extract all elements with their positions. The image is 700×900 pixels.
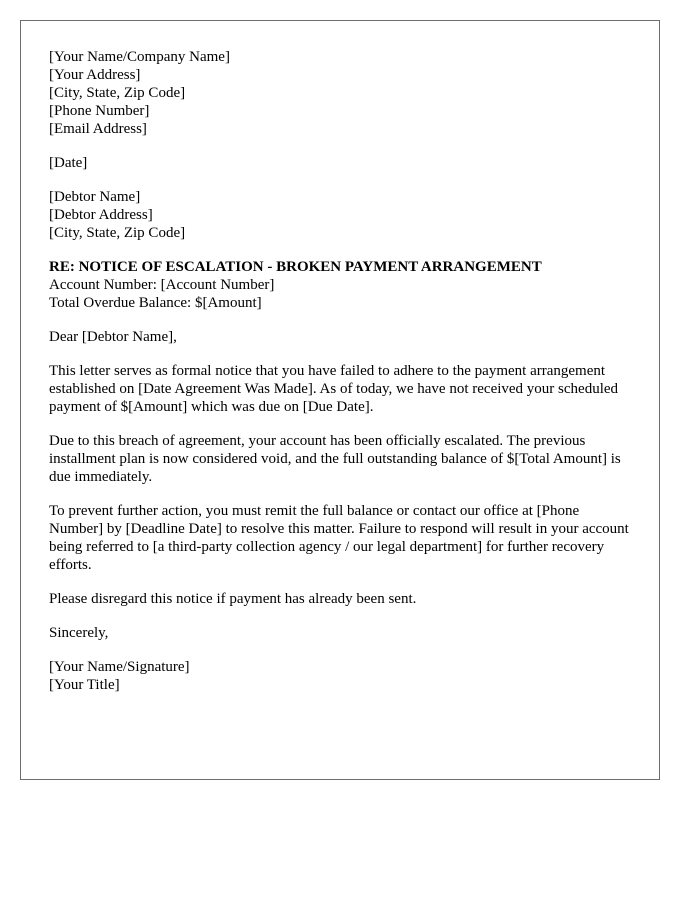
letter-date: [Date] [49, 155, 88, 171]
salutation-block [49, 328, 629, 346]
subject-heading: RE: NOTICE OF ESCALATION - BROKEN PAYMENT ARRANGEMENT [49, 259, 542, 275]
overdue-balance: Total Overdue Balance: $[Amount] [49, 295, 262, 311]
signature-block [49, 658, 629, 694]
closing: Sincerely, [49, 625, 109, 641]
signature-title: [Your Title] [49, 677, 120, 693]
closing-block [49, 624, 629, 642]
body-paragraph-4: Please disregard this notice if payment has already been sent. [49, 591, 417, 607]
sender-block [49, 48, 629, 138]
body-paragraph-3: To prevent further action, you must remit the full balance or contact our office at [Phone Number] by [Deadline Date] to resolve this matter. Failure to respond will result in your account being referred to [a third-party collection agency / our legal department] for further recovery efforts. [49, 503, 629, 573]
sender-city-state-zip: [City, State, Zip Code] [49, 85, 186, 101]
recipient-name: [Debtor Name] [49, 189, 141, 205]
body-paragraph-2: Due to this breach of agreement, your account has been officially escalated. The previous installment plan is now considered void, and the full outstanding balance of $[Total Amount] is due immediately. [49, 433, 621, 485]
sender-address: [Your Address] [49, 67, 141, 83]
sender-name: [Your Name/Company Name] [49, 49, 230, 65]
sender-email: [Email Address] [49, 121, 147, 137]
recipient-city-state-zip: [City, State, Zip Code] [49, 225, 186, 241]
letter-body [49, 48, 629, 710]
salutation: Dear [Debtor Name], [49, 329, 177, 345]
body-paragraph-1: This letter serves as formal notice that you have failed to adhere to the payment arrangement established on [Date Agreement Was Made]. As of today, we have not received your scheduled payment of $[Amount] which was due on [Due Date]. [49, 363, 619, 415]
recipient-address: [Debtor Address] [49, 207, 153, 223]
subject-block [49, 258, 629, 312]
signature-name: [Your Name/Signature] [49, 659, 190, 675]
date-block [49, 154, 629, 172]
account-number: Account Number: [Account Number] [49, 277, 275, 293]
sender-phone: [Phone Number] [49, 103, 150, 119]
recipient-block [49, 188, 629, 242]
